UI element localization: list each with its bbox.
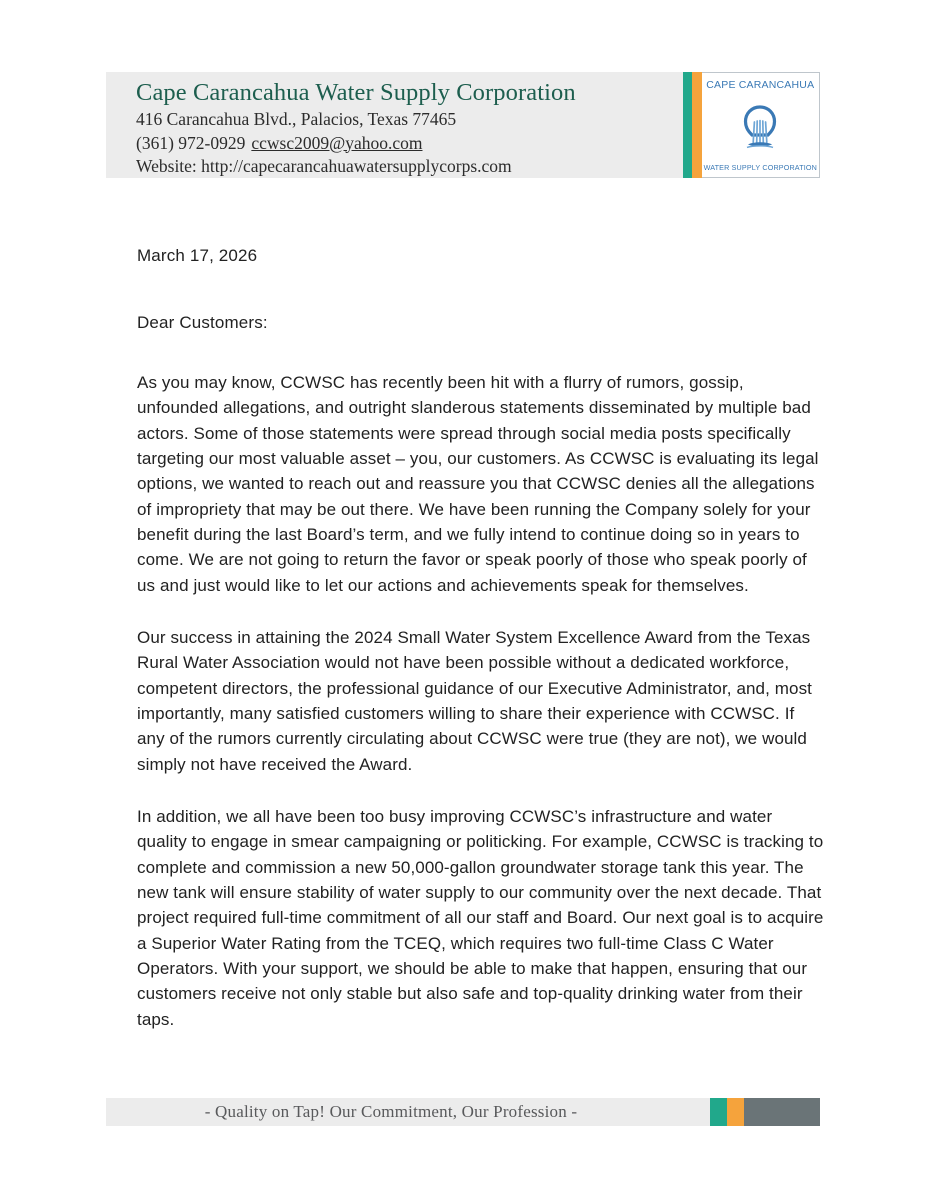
page-footer — [106, 1098, 820, 1126]
letter-date: March 17, 2026 — [137, 246, 258, 265]
letter-paragraph: In addition, we all have been too busy improving CCWSC’s infrastructure and water quality to engage in smear campaigning or politicking. For example, CCWSC is tracking to complete and commission a new 50,000-gallon groundwater storage tank this year. The new tank will ensure stability of water supply to our community over the next decade. That project required full-time commitment of all our staff and Board. Our next goal is to acquire a Superior Water Rating from the TCEQ, which requires two full-time Class C Water Operators. With your support, we should be able to make that happen, ensuring that our customers receive not only stable but also safe and top-quality drinking water from their taps. — [137, 806, 824, 1029]
logo-card — [702, 72, 820, 178]
logo-bottom-label: WATER SUPPLY CORPORATION — [703, 163, 817, 172]
phone-and-email-line — [136, 132, 683, 156]
letter-paragraph: Our success in attaining the 2024 Small Water System Excellence Award from the Texas Rural Water Association would not have been possible without a dedicated workforce, competent directors, the professional guidance of our Executive Administrator, and, most importantly, many satisfied customers willing to share their experience with CCWSC. If any of the rumors currently circulating about CCWSC were true (they are not), we would simply not have received the Award. — [137, 627, 812, 774]
footer-tagline: - Quality on Tap! Our Commitment, Our Profession - — [204, 1102, 578, 1121]
email-link[interactable]: ccwsc2009@yahoo.com — [251, 132, 423, 153]
footer-gray-swatch — [744, 1098, 820, 1126]
water-droplet-icon — [739, 104, 781, 150]
letter-paragraph: As you may know, CCWSC has recently been hit with a flurry of rumors, gossip, unfounded allegations, and outright slanderous statements disseminated by multiple bad actors. Some of those statements were spread through social media posts specifically targeting our most valuable asset – you, our customers. As CCWSC is evaluating its legal options, we wanted to reach out and reassure you that CCWSC denies all the allegations of impropriety that may be out there. We have been running the Company solely for your benefit during the last Board’s term, and we fully intend to continue doing so in years to come. We are not going to return the favor or speak poorly of those who speak poorly of us and just would like to let our actions and achievements speak for themselves. — [137, 373, 819, 595]
footer-teal-swatch — [710, 1098, 727, 1126]
street-address: 416 Carancahua Blvd., Palacios, Texas 77465 — [136, 108, 457, 129]
company-logo — [683, 72, 820, 178]
footer-orange-swatch — [727, 1098, 744, 1126]
website-line[interactable]: Website: http://capecarancahuawatersupplycorps.com — [136, 156, 512, 177]
footer-band — [106, 1098, 710, 1126]
letterhead-contact-block — [106, 72, 683, 178]
organization-name: Cape Carancahua Water Supply Corporation — [136, 79, 576, 106]
phone-number: (361) 972-0929 — [136, 132, 246, 153]
letter-body — [137, 246, 824, 1032]
letterhead — [106, 72, 820, 178]
logo-teal-bar — [683, 72, 692, 178]
letter-salutation: Dear Customers: — [137, 313, 268, 332]
logo-top-label: CAPE CARANCAHUA — [706, 79, 815, 91]
logo-orange-bar — [692, 72, 701, 178]
